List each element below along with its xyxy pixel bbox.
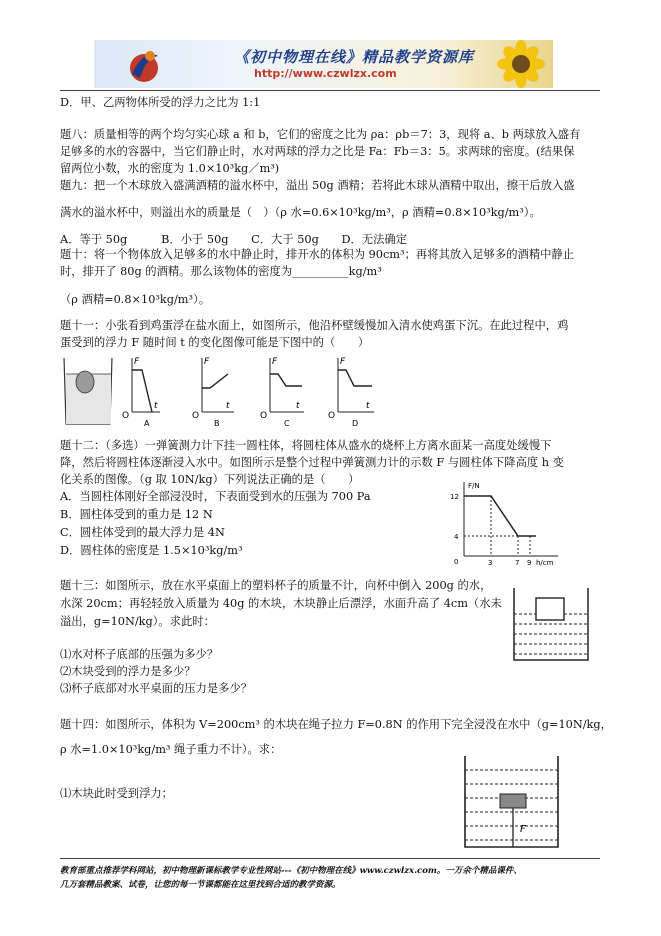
x-tick-3: 3 xyxy=(488,559,493,567)
q12-option-c: C．圆柱体受到的最大浮力是 4N xyxy=(60,526,225,539)
banner-url[interactable]: http://www.czwlzx.com xyxy=(254,67,397,80)
q12-line-3: 化关系的图像。（g 取 10N/kg）下列说法正确的是（ ） xyxy=(60,473,360,486)
graph-origin: 0 xyxy=(454,558,459,566)
graph-d-label: D xyxy=(352,419,359,428)
q13-line-3: 溢出，g=10N/kg）。求此时： xyxy=(60,615,215,628)
y-tick-12: 12 xyxy=(450,493,459,501)
graph-c-f-label: F xyxy=(272,357,278,367)
graph-x-label: h/cm xyxy=(536,559,554,567)
q9-line-2: 满水的溢水杯中，则溢出水的质量是（ ）（ρ 水=0.6×10³kg/m³，ρ 酒精=0.8×10³kg/m³）。 xyxy=(60,206,541,219)
graph-c-origin: O xyxy=(260,411,268,421)
logo-icon xyxy=(124,44,164,84)
graph-c-t-label: t xyxy=(296,401,300,411)
q10-line-3: （ρ 酒精=0.8×10³kg/m³）。 xyxy=(60,293,210,306)
q14-line-1: 题十四：如图所示，体积为 V=200cm³ 的木块在绳子拉力 F=0.8N 的作用下完全浸没在水中（g=10N/kg， xyxy=(60,718,612,731)
graph-d xyxy=(328,357,374,428)
graph-a-f-label: F xyxy=(134,357,140,367)
graph-a-t-label: t xyxy=(154,401,158,411)
q11-line-1: 题十一：小张看到鸡蛋浮在盐水面上，如图所示，他沿杯壁缓慢加入清水使鸡蛋下沉。在此过程中，鸡 xyxy=(60,319,569,332)
graph-b-label: B xyxy=(214,419,220,428)
graph-y-label: F/N xyxy=(468,482,480,490)
q8-line-3: 留两位小数，水的密度为 1.0×10³kg／m³) xyxy=(60,162,280,175)
graph-b xyxy=(192,357,234,428)
q9-line-1: 题九：把一个木球放入盛满酒精的溢水杯中，溢出 50g 酒精；若将此木球从酒精中取出，擦干后放入盛 xyxy=(60,179,575,192)
graph-d-t-label: t xyxy=(366,401,370,411)
graph-a xyxy=(122,357,160,428)
q12-line-1: 题十二：（多选）一弹簧测力计下挂一圆柱体，将圆柱体从盛水的烧杯上方离水面某一高度处缓慢下 xyxy=(60,439,552,452)
graph-c xyxy=(260,357,304,428)
q10-line-2: 时，排开了 80g 的酒精。那么该物体的密度为__________kg/m³ xyxy=(60,265,382,278)
footer-line-2: 几万套精品教案、试卷，让您的每一节课都能在这里找到合适的教学资源。 xyxy=(60,880,341,890)
q8-line-1: 题八：质量相等的两个均匀实心球 a 和 b，它们的密度之比为 ρa：ρb＝7：3，现将 a、b 两球放入盛有 xyxy=(60,128,581,141)
q13-line-1: 题十三：如图所示，放在水平桌面上的塑料杯子的质量不计，向杯中倒入 200g 的水， xyxy=(60,579,492,592)
q14-line-2: ρ 水=1.0×10³kg/m³ 绳子重力不计）。求： xyxy=(60,743,282,756)
x-tick-9: 9 xyxy=(527,559,532,567)
q12-graph xyxy=(446,478,566,568)
graph-b-f-label: F xyxy=(204,357,210,367)
x-tick-7: 7 xyxy=(515,559,520,567)
force-label: F xyxy=(520,824,526,835)
graph-a-origin: O xyxy=(122,411,130,421)
graph-d-f-label: F xyxy=(340,357,346,367)
option-d-line: D．甲、乙两物体所受的浮力之比为 1:1 xyxy=(60,96,261,109)
footer-line-1: 教育部重点推荐学科网站，初中物理新课标教学专业性网站---《初中物理在线》www.czwlzx.com。一万余个精品课件、 xyxy=(60,866,522,876)
q12-option-d: D．圆柱体的密度是 1.5×10³kg/m³ xyxy=(60,544,243,557)
q13-sub-2: ⑵木块受到的浮力是多少？ xyxy=(60,665,196,678)
wood-block-submerged xyxy=(500,794,526,808)
footer-rule xyxy=(60,858,600,859)
q13-line-2: 水深 20cm；再轻轻放入质量为 40g 的木块，木块静止后漂浮，水面升高了 4cm（水未 xyxy=(60,597,502,610)
graph-b-origin: O xyxy=(192,411,200,421)
q14-container-figure xyxy=(462,754,562,850)
graph-a-label: A xyxy=(144,419,150,428)
beaker-egg-drawing xyxy=(64,358,112,424)
q12-option-b: B．圆柱体受到的重力是 12 N xyxy=(60,508,213,521)
q11-line-2: 蛋受到的浮力 F 随时间 t 的变化图像可能是下图中的（ ） xyxy=(60,336,370,349)
header-rule xyxy=(60,90,600,91)
q12-line-2: 降，然后将圆柱体逐渐浸入水中。如图所示是整个过程中弹簧测力计的示数 F 与圆柱体下降高度 h 变 xyxy=(60,456,564,469)
q10-line-1: 题十：将一个物体放入足够多的水中静止时，排开水的体积为 90cm³；再将其放入足够多的酒精中静止 xyxy=(60,248,575,261)
q13-cup-figure xyxy=(510,584,592,664)
wood-block xyxy=(536,598,564,620)
q11-figure xyxy=(60,352,380,434)
sunflower-icon xyxy=(489,40,553,88)
q9-options: A．等于 50g B．小于 50g C．大于 50g D．无法确定 xyxy=(60,233,407,246)
y-tick-4: 4 xyxy=(454,533,459,541)
graph-d-origin: O xyxy=(328,411,336,421)
q13-sub-1: ⑴水对杯子底部的压强为多少？ xyxy=(60,648,219,661)
banner-title: 《初中物理在线》精品教学资源库 xyxy=(234,48,475,66)
graph-b-t-label: t xyxy=(226,401,230,411)
q8-line-2: 足够多的水的容器中，当它们静止时，水对两球的浮力之比是 Fa：Fb＝3：5。求两球的密度。(结果保 xyxy=(60,145,575,158)
q12-option-a: A．当圆柱体刚好全部浸没时，下表面受到水的压强为 700 Pa xyxy=(60,490,371,503)
header-banner xyxy=(94,40,553,88)
q13-sub-3: ⑶杯子底部对水平桌面的压力是多少？ xyxy=(60,682,253,695)
q14-sub-1: ⑴木块此时受到浮力； xyxy=(60,787,173,800)
graph-c-label: C xyxy=(284,419,290,428)
